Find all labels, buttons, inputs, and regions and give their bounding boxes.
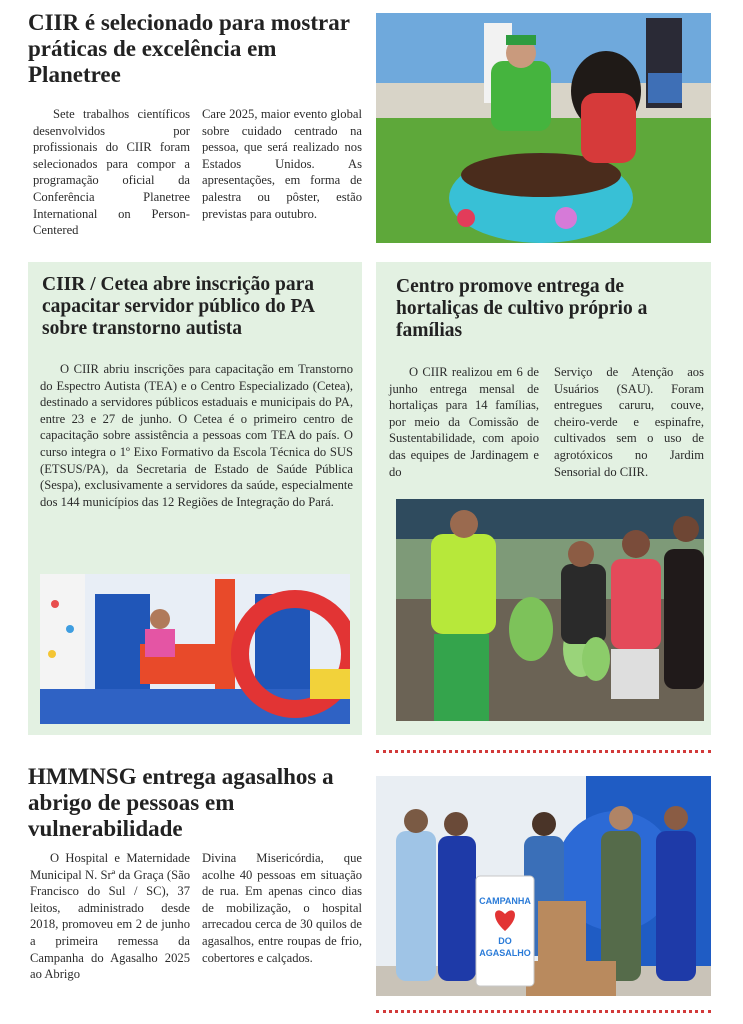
section-divider xyxy=(376,750,711,753)
article4-column-1: O Hospital e Maternidade Municipal N. Srª da Graça (São Francisco do Sul / SC), 37 leitos, administrado desde 2018, promoveu em 2 de junho a primeira remessa da Campanha do Agasalho 2025 ao Abrigo xyxy=(30,851,190,982)
campaign-box-line3: AGASALHO xyxy=(479,948,531,958)
article3-column-1: O CIIR realizou em 6 de junho entrega mensal de hortaliças para 14 famílias, por meio da Comissão de Sustentabilidade, com apoio das equipes de Jardinagem e do xyxy=(389,365,539,479)
article3-column-2: Serviço de Atenção aos Usuários (SAU). Foram entregues caruru, couve, cheiro-verde e espinafre, cultivados sem o uso de agrotóxicos no Jardim Sensorial do CIIR. xyxy=(554,365,704,479)
coat-campaign-photo xyxy=(376,776,711,996)
garden-tire-planter-photo xyxy=(376,13,711,243)
vegetable-delivery-photo xyxy=(396,499,704,721)
campaign-box-line1: CAMPANHA xyxy=(479,896,531,906)
article2-body: O CIIR abriu inscrições para capacitação em Transtorno do Espectro Autista (TEA) e o Centro Especializado (Cetea), destinado a servidores públicos estaduais e municipais do PA, entre 23 e 27 de junho. O Cetea é o primeiro centro de capacitação sobre assistência a pessoas com TEA do país. O curso integra o 1º Eixo Formativo da Escola Técnica do SUS (ETSUS/PA), da Secretaria de Estado de Saúde Pública (Sespa), exclusivamente a servidores da saúde, especialmente dos 144 municípios das 12 Regiões de Integração do Pará. xyxy=(40,362,353,509)
campaign-box-line2: DO xyxy=(498,936,512,946)
article3-title: Centro promove entrega de hortaliças de cultivo próprio a famílias xyxy=(396,276,648,341)
article1-column-1: Sete trabalhos científicos desenvolvidos por profissionais do CIIR foram selecionados para compor a programação oficial da Conferência Planetree International on Person-Centered xyxy=(33,107,190,238)
article4-column-2: Divina Misericórdia, que acolhe 40 pessoas em situação de rua. Em apenas cinco dias de mobilização, o hospital arrecadou cerca de 30 quilos de agasalhos, entre roupas de frio, cobertores e calçados. xyxy=(202,851,362,965)
article1-title: CIIR é selecionado para mostrar práticas de excelência em Planetree xyxy=(28,10,350,87)
article2-title: CIIR / Cetea abre inscrição para capacitar servidor público do PA sobre transtorno autista xyxy=(42,274,315,339)
article4-title: HMMNSG entrega agasalhos a abrigo de pessoas em vulnerabilidade xyxy=(28,764,334,841)
bottom-divider xyxy=(376,1010,711,1013)
sensory-room-photo xyxy=(40,574,350,724)
article1-column-2: Care 2025, maior evento global sobre cuidado centrado na pessoa, que será realizado nos Estados Unidos. As apresentações, em forma de palestra ou pôster, estão previstas para outubro. xyxy=(202,107,362,221)
